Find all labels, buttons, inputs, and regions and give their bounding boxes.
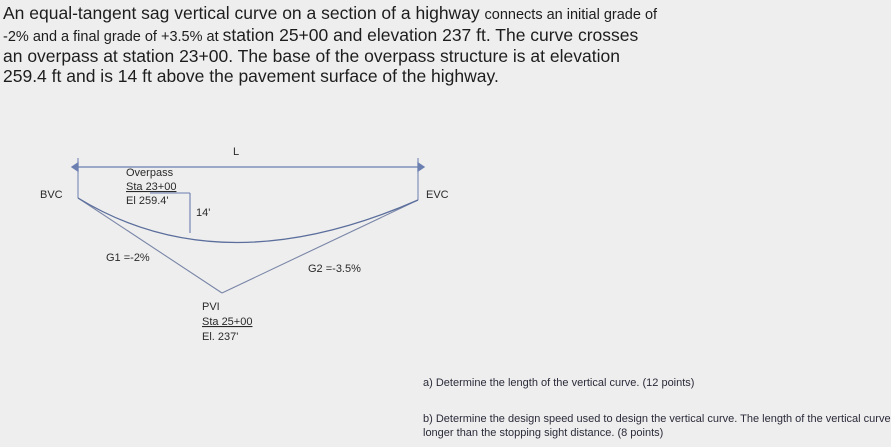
problem-line-3: an overpass at station 23+00. The base of the overpass structure is at elevation	[3, 46, 620, 66]
length-dimension-line	[72, 158, 424, 200]
problem-line-4: 259.4 ft and is 14 ft above the pavement surface of the highway.	[3, 65, 499, 86]
pvi-label: PVI	[202, 301, 220, 313]
g1-label: G1 =-2%	[106, 252, 150, 264]
question-a: a) Determine the length of the vertical curve. (12 points)	[423, 377, 695, 389]
question-b-line-1: b) Determine the design speed used to design the vertical curve. The length of the vertical curve	[423, 413, 891, 425]
overpass-label: Overpass	[126, 167, 174, 179]
pvi-station: Sta 25+00	[202, 316, 253, 328]
clearance-label: 14'	[196, 207, 211, 219]
problem-line-2: -2% and a final grade of +3.5% at station 25+00 and elevation 237 ft. The curve crosses	[3, 24, 639, 45]
pvi-elevation: El. 237'	[202, 331, 239, 343]
overpass-elevation: El 259.4'	[126, 195, 169, 207]
bvc-label: BVC	[40, 189, 63, 201]
overpass-station: Sta 23+00	[126, 181, 177, 193]
question-b-line-2: longer than the stopping sight distance. (8 points)	[423, 427, 664, 439]
problem-line-1: An equal-tangent sag vertical curve on a section of a highway connects an initial grade of	[3, 3, 658, 23]
evc-label: EVC	[426, 189, 449, 201]
tangent-lines	[78, 198, 418, 293]
length-label: L	[233, 146, 240, 158]
g2-label: G2 =-3.5%	[308, 263, 361, 275]
